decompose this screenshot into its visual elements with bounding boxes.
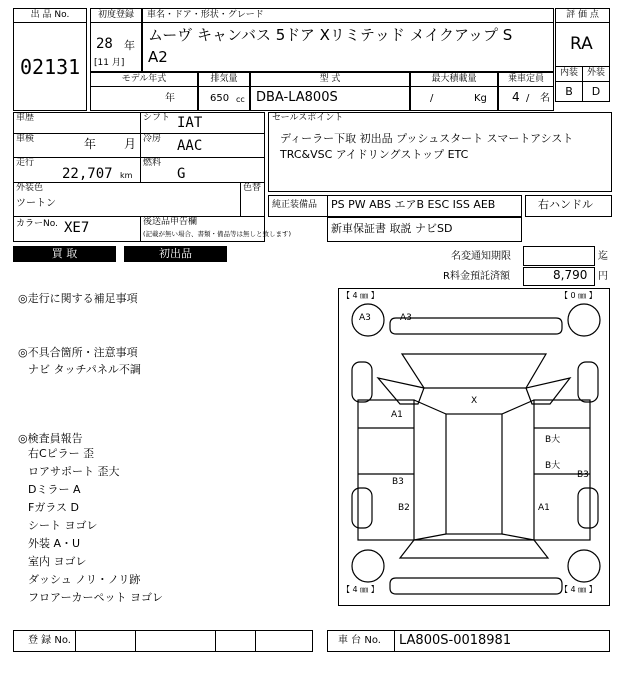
load-label: 最大積載量 [431,74,477,84]
score-label: 評 価 点 [566,10,599,20]
ac-label: 冷房 [143,134,162,144]
rear-window-outline [400,540,548,558]
damage-mark-x-hood: X [471,396,478,406]
details-divider-h1 [13,133,265,134]
tire-depth-front-right: 【 0 ㎜ 】 [560,291,597,300]
load-label-cell [410,72,498,87]
first-listing-badge: 初出品 [124,246,227,262]
exterior-color-label: 外装色 [16,183,44,193]
load-unit: Kg [474,93,487,104]
rear-right-wheel-circle [568,550,600,582]
details-divider-v2 [240,182,241,216]
interior-grade-cell [555,81,583,102]
right-wheel-shape [578,362,598,402]
mileage-unit: km [120,171,133,180]
damage-mark-a1-right: A1 [538,503,550,513]
first-reg-label-cell [90,8,142,23]
damage-mark-a3-circle: A3 [359,313,371,323]
type-value: DBA-LA800S [256,90,338,105]
displacement-label: 排気量 [210,74,238,84]
roof-panel [446,414,502,534]
post-docs-label: 後送品申告欄 [143,217,198,227]
equipment-label: 純正装備品 [272,200,318,210]
driving-notes-label: ◎走行に関する補足事項 [18,292,138,305]
color-no-label: カラーNo. [16,219,58,229]
left-body-panel [358,400,414,540]
registration-number-label: 登 録 No. [28,635,71,646]
inspector-line: Fガラス D [28,501,79,514]
inspector-line: 外装 A・U [28,537,81,550]
front-right-wheel-circle [568,304,600,336]
type-label-cell [250,72,410,87]
tire-depth-front-left: 【 4 ㎜ 】 [342,291,379,300]
sales-points-line2: TRC&VSC アイドリングストップ ETC [280,148,469,161]
interior-label-cell [555,66,583,82]
capacity-label: 乗車定員 [507,74,544,84]
exterior-label-cell [582,66,610,82]
name-change-label: 名変通知期限 [451,251,511,262]
inspector-line: フロアーカーペット ヨゴレ [28,591,163,604]
defect-notes-text: ナビ タッチパネル不調 [28,363,141,376]
post-docs-note: (記載が無い場合、書類・備品等は無しと致します) [143,230,292,238]
sales-points-line1: ディーラー下取 初出品 プッシュスタート スマートアシスト [280,132,574,145]
details-divider-v3 [140,216,141,242]
car-diagram [338,288,610,606]
buy-badge: 買 取 [13,246,116,262]
car-name-line2: A2 [148,48,168,66]
color-change-label: 色替 [243,183,262,193]
chassis-divider [394,630,395,652]
chassis-number-value: LA800S-0018981 [399,633,512,648]
color-no-value: XE7 [64,220,90,236]
damage-mark-b3-right-circle: B3 [577,470,589,480]
car-name: ムーヴ キャンバス 5ドア Xリミテッド メイクアップ S [148,26,513,44]
score-value: RA [570,34,593,54]
capacity-value: 4 [512,90,520,104]
damage-mark-a3-bumper: A3 [400,313,412,323]
capacity-unit: / [526,93,530,104]
ac-value: AAC [177,138,203,154]
recycle-label: R料金預託済額 [443,271,510,282]
reg-divider-4 [255,630,256,652]
exterior-color-value: ツートン [16,198,56,209]
inspector-line: Dミラー A [28,483,81,496]
damage-mark-b-large-right-1: B大 [545,435,561,445]
lot-number: 02131 [20,55,81,79]
first-reg-month: [11 月] [94,58,125,68]
reg-divider-3 [215,630,216,652]
inspector-line: 右Cピラー 歪 [28,447,95,460]
chassis-number-label: 車 台 No. [338,635,381,646]
capacity-label-cell [498,72,554,87]
details-divider-h2 [13,157,265,158]
inspector-line: ダッシュ ノリ・ノリ跡 [28,573,141,586]
exterior-grade: D [591,85,601,98]
tire-depth-rear-right: 【 4 ㎜ 】 [560,585,597,594]
car-name-label: 車名・ドア・形状・グレード [147,10,264,20]
model-year-value-cell [90,86,198,111]
inspector-report-label: ◎検査員報告 [18,432,83,445]
damage-mark-b3-left-door: B3 [392,477,404,487]
rear-cowl [414,534,534,540]
exterior-label: 外装 [586,68,605,78]
handle-value: 右ハンドル [538,198,593,211]
left-rear-wheel-shape [352,488,372,528]
defect-notes-label: ◎不具合箇所・注意事項 [18,346,138,359]
reg-divider-1 [75,630,76,652]
left-wheel-shape [352,362,372,402]
displacement-label-cell [198,72,250,87]
first-reg-year-unit: 年 [124,39,135,52]
inspection-month: 月 [124,137,137,151]
lot-label: 出 品 No. [30,10,70,20]
car-name-label-cell [142,8,554,23]
capacity-unit2: 名 [540,93,550,104]
damage-mark-b2-left: B2 [398,503,410,513]
fuel-label: 燃料 [143,158,162,168]
details-divider-h4 [13,216,265,217]
shift-value: IAT [177,115,203,131]
inspection-year: 年 [84,137,97,151]
damage-mark-a1-left-fender: A1 [391,410,403,420]
model-year-unit: 年 [165,93,175,104]
docs-value: 新車保証書 取説 ナビSD [331,222,453,235]
shift-label: シフト [143,113,171,123]
score-label-cell [555,8,610,23]
inspection-label: 車検 [16,134,35,144]
lot-label-cell [13,8,87,23]
first-reg-label: 初度登録 [97,10,134,20]
sales-points-label: セールスポイント [272,113,344,123]
name-change-unit: 迄 [598,251,608,262]
model-year-label-cell [90,72,198,87]
load-value: / [430,93,434,104]
type-label: 型 式 [319,74,341,84]
details-divider-h3 [13,182,265,183]
damage-mark-b-large-right-2: B大 [545,461,561,471]
mileage-label: 走行 [16,158,35,168]
fuel-value: G [177,166,186,182]
mileage-value: 22,707 [62,166,113,182]
exterior-grade-cell [582,81,610,102]
name-change-value-box [523,246,595,266]
equipment-items: PS PW ABS エアB ESC ISS AEB [331,198,496,211]
displacement-unit: cc [236,95,245,104]
tire-depth-rear-left: 【 4 ㎜ 】 [342,585,379,594]
front-bumper-outline [390,318,562,334]
reg-divider-2 [135,630,136,652]
right-rear-wheel-shape [578,488,598,528]
recycle-unit: 円 [598,271,608,282]
inspector-line: 室内 ヨゴレ [28,555,87,568]
rear-bumper-outline [390,578,562,594]
history-label: 車歴 [16,113,35,123]
displacement-value: 650 [210,93,230,104]
details-divider-v [140,112,141,182]
windshield-outline [402,354,546,388]
model-year-label: モデル年式 [121,74,167,84]
inspector-line: シート ヨゴレ [28,519,98,532]
inspector-line: ロアサポート 歪大 [28,465,120,478]
interior-grade: B [565,85,573,98]
rear-left-wheel-circle [352,550,384,582]
recycle-value: 8,790 [553,268,588,282]
interior-label: 内装 [559,68,578,78]
first-reg-year: 28 [96,36,113,52]
